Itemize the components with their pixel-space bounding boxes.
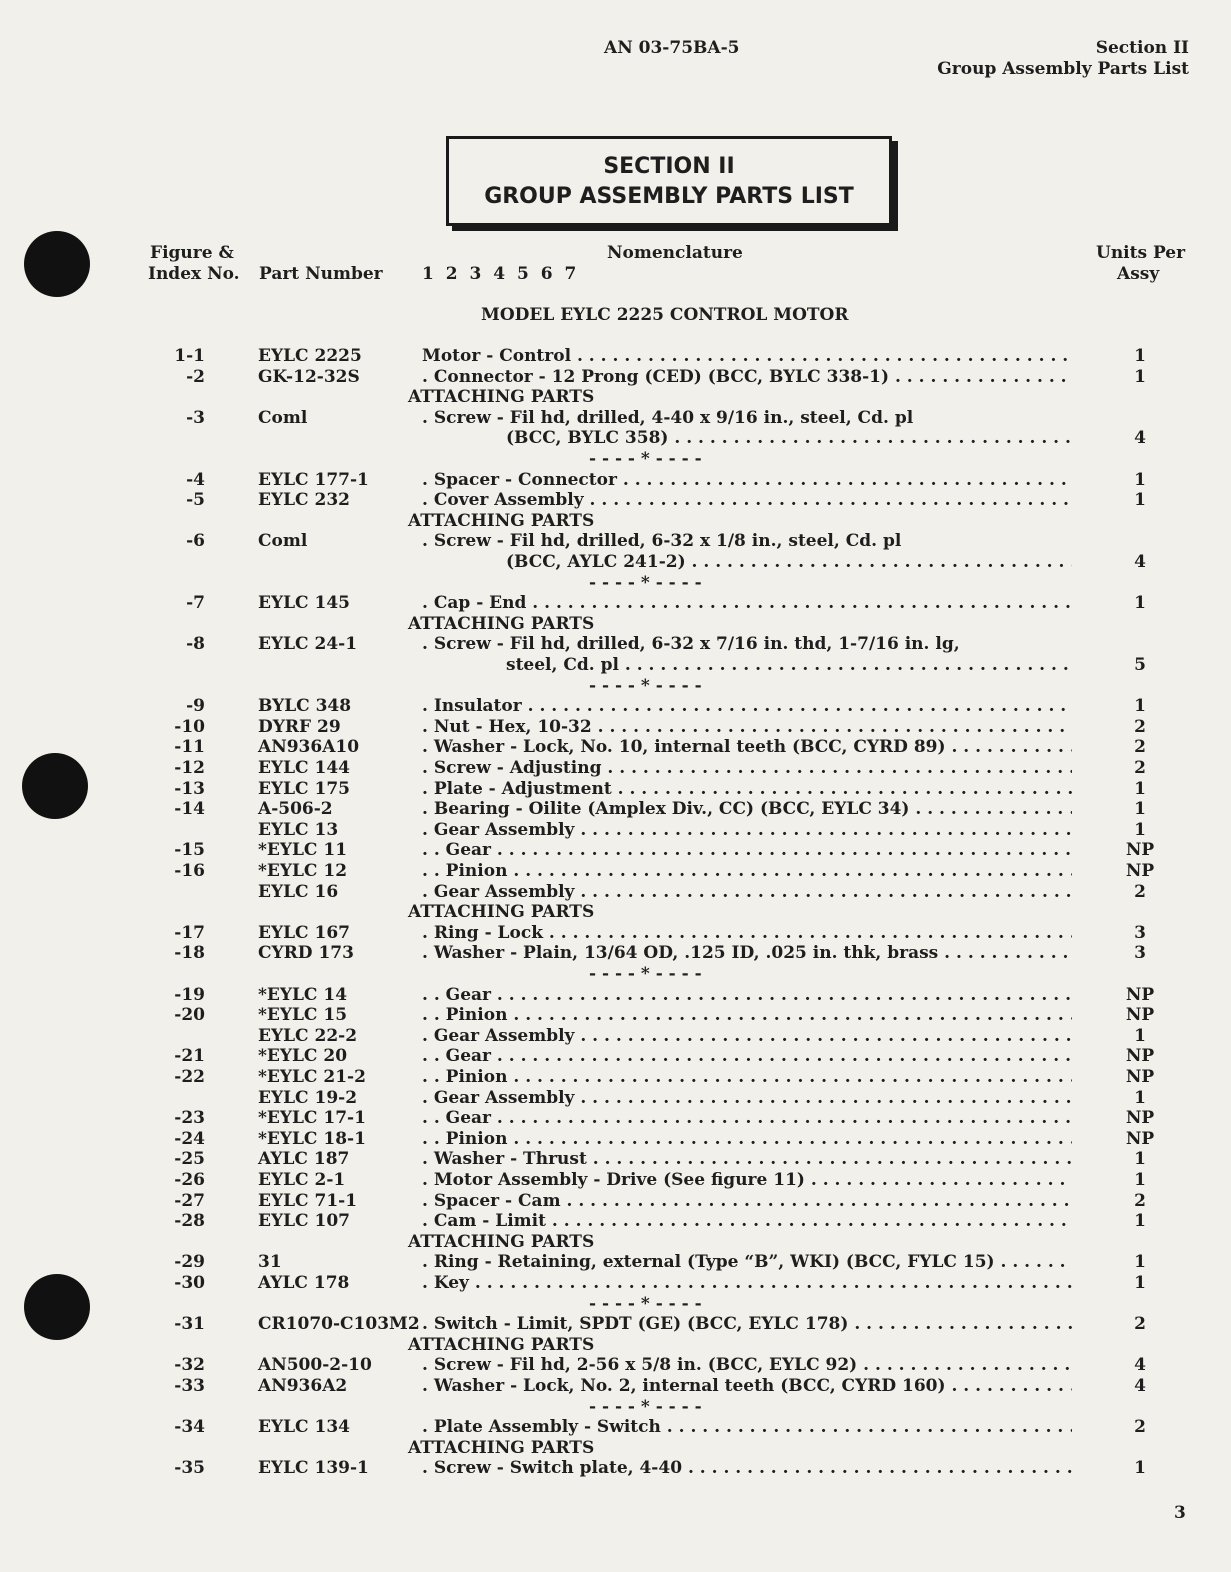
table-row — [0, 408, 1231, 429]
units-per-assy: 1 — [1134, 1149, 1146, 1170]
model-title: MODEL EYLC 2225 CONTROL MOTOR — [481, 305, 849, 325]
units-per-assy: NP — [1125, 840, 1155, 861]
nomenclature: steel, Cd. pl . . . — [506, 655, 1072, 675]
units-per-assy: 1 — [1134, 696, 1146, 717]
figure-index: -24 — [174, 1128, 205, 1149]
part-number: EYLC 232 — [258, 490, 350, 511]
figure-index: -23 — [174, 1108, 205, 1129]
nomenclature: . Washer - Plain, 13/64 OD, .125 ID, .025 in. thk, brass . . . — [422, 943, 1072, 963]
part-number: AN500-2-10 — [258, 1355, 372, 1376]
separator-text: - - - - * - - - - — [589, 964, 702, 984]
attaching-parts-heading — [0, 1335, 1231, 1356]
part-number: *EYLC 12 — [258, 861, 348, 881]
units-per-assy: 1 — [1134, 799, 1146, 820]
figure-index: -32 — [174, 1355, 205, 1376]
table-row — [0, 1046, 1231, 1067]
nomenclature: (BCC, AYLC 241-2) . . . — [506, 552, 1072, 572]
part-number: EYLC 19-2 — [258, 1087, 358, 1108]
nomenclature: . Cap - End . . . — [422, 593, 1072, 613]
units-per-assy: NP — [1125, 1108, 1155, 1129]
table-row — [0, 1170, 1231, 1191]
section-title: SECTION II — [603, 154, 735, 179]
nomenclature: . Spacer - Cam . . . — [422, 1191, 1072, 1211]
section-title-sub: GROUP ASSEMBLY PARTS LIST — [484, 184, 854, 209]
table-row — [0, 470, 1231, 491]
attaching-parts-heading — [0, 1232, 1231, 1253]
table-row — [0, 1458, 1231, 1479]
units-per-assy: 4 — [1134, 1376, 1146, 1396]
part-number: CYRD 173 — [258, 943, 354, 964]
part-number: *EYLC 21-2 — [258, 1067, 366, 1087]
table-row — [0, 531, 1231, 552]
table-row — [0, 779, 1231, 800]
nomenclature: . . Gear . . . — [422, 1108, 1072, 1128]
figure-index: -6 — [186, 531, 205, 552]
attaching-parts-heading — [0, 614, 1231, 635]
separator-text: - - - - * - - - - — [589, 675, 702, 696]
units-per-assy: 2 — [1134, 1190, 1146, 1211]
units-per-assy: 1 — [1134, 819, 1146, 840]
figure-index: -22 — [174, 1067, 205, 1087]
table-row — [0, 696, 1231, 717]
table-row — [0, 346, 1231, 367]
attaching-parts-heading — [0, 902, 1231, 923]
units-per-assy: 1 — [1134, 778, 1146, 799]
col-units-per: Units Per — [1096, 243, 1186, 263]
attaching-parts-heading — [0, 511, 1231, 532]
part-number: EYLC 16 — [258, 881, 339, 902]
units-per-assy: 4 — [1134, 428, 1146, 449]
separator-text: - - - - * - - - - — [589, 449, 702, 469]
figure-index: -26 — [174, 1170, 205, 1190]
units-per-assy: 4 — [1134, 1355, 1146, 1376]
nomenclature: . Gear Assembly . . . — [422, 1026, 1072, 1046]
table-row — [0, 1252, 1231, 1273]
figure-index: -17 — [174, 922, 205, 943]
figure-index: -30 — [174, 1273, 205, 1293]
table-row — [0, 943, 1231, 964]
part-number: EYLC 144 — [258, 758, 350, 778]
attaching-parts-separator — [0, 1294, 1231, 1315]
nomenclature: . Cover Assembly . . . — [422, 490, 1072, 510]
part-number: AN936A2 — [258, 1376, 348, 1396]
part-number: *EYLC 20 — [258, 1046, 348, 1067]
figure-index: -16 — [174, 861, 205, 881]
part-number: EYLC 22-2 — [258, 1025, 358, 1046]
units-per-assy: 5 — [1134, 655, 1146, 675]
col-assy: Assy — [1117, 264, 1160, 284]
part-number: *EYLC 18-1 — [258, 1128, 366, 1149]
nomenclature: . Ring - Lock . . . — [422, 923, 1072, 943]
figure-index: -19 — [174, 984, 205, 1005]
units-per-assy: 2 — [1134, 1417, 1146, 1438]
nomenclature: Motor - Control . . . — [422, 346, 1072, 366]
figure-index: -10 — [174, 716, 205, 737]
units-per-assy: 1 — [1134, 1087, 1146, 1108]
part-number: BYLC 348 — [258, 696, 352, 717]
section-title-box — [446, 136, 892, 226]
units-per-assy: 3 — [1134, 922, 1146, 943]
figure-index: -33 — [174, 1376, 205, 1396]
part-number: *EYLC 17-1 — [258, 1108, 366, 1129]
attaching-parts-label: ATTACHING PARTS — [408, 1437, 595, 1458]
figure-index: 1-1 — [174, 346, 205, 366]
table-row — [0, 1417, 1231, 1438]
figure-index: -34 — [174, 1417, 205, 1438]
attaching-parts-separator — [0, 676, 1231, 697]
figure-index: -25 — [174, 1149, 205, 1170]
units-per-assy: 2 — [1134, 1314, 1146, 1335]
figure-index: -9 — [186, 696, 205, 717]
table-row — [0, 1088, 1231, 1109]
table-row — [0, 861, 1231, 882]
units-per-assy: NP — [1125, 1046, 1155, 1067]
attaching-parts-heading — [0, 387, 1231, 408]
col-part-number: Part Number — [259, 264, 383, 284]
nomenclature: . Key . . . — [422, 1273, 1072, 1293]
doc-number: AN 03-75BA-5 — [604, 38, 740, 58]
part-number: EYLC 24-1 — [258, 634, 358, 655]
page-number: 3 — [1174, 1503, 1186, 1523]
figure-index: -13 — [174, 778, 205, 799]
units-per-assy: 2 — [1134, 737, 1146, 758]
table-row — [0, 634, 1231, 655]
table-row — [0, 1376, 1231, 1397]
part-number: EYLC 13 — [258, 819, 339, 840]
nomenclature: . Gear Assembly . . . — [422, 820, 1072, 840]
figure-index: -35 — [174, 1458, 205, 1479]
part-number: EYLC 139-1 — [258, 1458, 369, 1479]
units-per-assy: 1 — [1134, 1211, 1146, 1232]
figure-index: -12 — [174, 758, 205, 778]
nomenclature: . Nut - Hex, 10-32 . . . — [422, 717, 1072, 737]
nomenclature: . Washer - Thrust . . . — [422, 1149, 1072, 1169]
part-number: *EYLC 14 — [258, 984, 348, 1005]
nomenclature: . Connector - 12 Prong (CED) (BCC, BYLC 338-1) . . . — [422, 367, 1072, 387]
part-number: A-506-2 — [258, 799, 333, 820]
units-per-assy: 1 — [1134, 469, 1146, 490]
units-per-assy: NP — [1125, 1067, 1155, 1087]
table-row — [0, 799, 1231, 820]
nomenclature: . Motor Assembly - Drive (See figure 11) . . . — [422, 1170, 1072, 1190]
nomenclature: . . Gear . . . — [422, 840, 1072, 860]
col-figure-index-2: Index No. — [148, 264, 240, 284]
table-row — [0, 1191, 1231, 1212]
units-per-assy: NP — [1125, 1005, 1155, 1026]
part-number: EYLC 134 — [258, 1417, 350, 1438]
units-per-assy: NP — [1125, 861, 1155, 881]
nomenclature: (BCC, BYLC 358) . . . — [506, 428, 1072, 448]
units-per-assy: 1 — [1134, 1273, 1146, 1293]
col-figure-index-1: Figure & — [150, 243, 234, 263]
attaching-parts-separator — [0, 573, 1231, 594]
table-row — [0, 1067, 1231, 1088]
part-number: AN936A10 — [258, 737, 360, 758]
figure-index: -5 — [186, 490, 205, 511]
attaching-parts-label: ATTACHING PARTS — [408, 1231, 595, 1252]
figure-index: -11 — [174, 737, 205, 758]
nomenclature: . Switch - Limit, SPDT (GE) (BCC, EYLC 178) . . . — [422, 1314, 1072, 1334]
binder-hole-top — [24, 231, 90, 297]
part-number: CR1070-C103M2 — [258, 1314, 420, 1335]
part-number: 31 — [258, 1252, 282, 1273]
nomenclature: . Gear Assembly . . . — [422, 882, 1072, 902]
part-number: AYLC 187 — [258, 1149, 350, 1170]
units-per-assy: 1 — [1134, 346, 1146, 366]
table-row — [0, 490, 1231, 511]
units-per-assy: 1 — [1134, 1170, 1146, 1190]
attaching-parts-separator — [0, 1397, 1231, 1418]
units-per-assy: 1 — [1134, 1252, 1146, 1273]
table-row — [0, 840, 1231, 861]
units-per-assy: 4 — [1134, 552, 1146, 572]
col-nomenclature: Nomenclature — [607, 243, 743, 263]
nomenclature: . Screw - Switch plate, 4-40 . . . — [422, 1458, 1072, 1478]
figure-index: -20 — [174, 1005, 205, 1026]
table-row — [0, 1355, 1231, 1376]
units-per-assy: 1 — [1134, 490, 1146, 511]
nomenclature: . Washer - Lock, No. 10, internal teeth (BCC, CYRD 89) . . . — [422, 737, 1072, 757]
nomenclature: . Bearing - Oilite (Amplex Div., CC) (BCC, EYLC 34) . . . — [422, 799, 1072, 819]
nomenclature: . Screw - Adjusting . . . — [422, 758, 1072, 778]
section-label: Section II — [1095, 38, 1189, 58]
units-per-assy: 1 — [1134, 366, 1146, 387]
figure-index: -2 — [186, 366, 205, 387]
table-row — [0, 758, 1231, 779]
figure-index: -3 — [186, 407, 205, 428]
table-row — [0, 1273, 1231, 1294]
attaching-parts-label: ATTACHING PARTS — [408, 613, 595, 634]
part-number: EYLC 177-1 — [258, 469, 369, 490]
units-per-assy: 2 — [1134, 881, 1146, 902]
nomenclature: . Ring - Retaining, external (Type “B”, WKI) (BCC, FYLC 15) . . . — [422, 1252, 1072, 1272]
nomenclature: . Insulator . . . — [422, 696, 1072, 716]
attaching-parts-label: ATTACHING PARTS — [408, 902, 595, 923]
table-row — [0, 367, 1231, 388]
figure-index: -7 — [186, 593, 205, 614]
nomenclature: . Screw - Fil hd, drilled, 6-32 x 7/16 in. thd, 1-7/16 in. lg, — [422, 634, 960, 655]
part-number: *EYLC 15 — [258, 1005, 348, 1026]
nomenclature: . . Pinion . . . — [422, 1067, 1072, 1087]
separator-text: - - - - * - - - - — [589, 572, 702, 593]
units-per-assy: 1 — [1134, 593, 1146, 614]
table-row — [0, 882, 1231, 903]
figure-index: -29 — [174, 1252, 205, 1273]
table-row — [0, 1149, 1231, 1170]
nomenclature: . . Gear . . . — [422, 985, 1072, 1005]
nomenclature: . Spacer - Connector . . . — [422, 470, 1072, 490]
attaching-parts-label: ATTACHING PARTS — [408, 1334, 595, 1355]
col-indent-levels: 1 2 3 4 5 6 7 — [422, 264, 577, 284]
nomenclature: . Cam - Limit . . . — [422, 1211, 1072, 1231]
table-row — [0, 820, 1231, 841]
table-row — [0, 923, 1231, 944]
nomenclature: . Screw - Fil hd, drilled, 4-40 x 9/16 in., steel, Cd. pl — [422, 407, 914, 428]
part-number: EYLC 2-1 — [258, 1170, 346, 1190]
units-per-assy: 2 — [1134, 758, 1146, 778]
units-per-assy: 1 — [1134, 1025, 1146, 1046]
table-row — [0, 1108, 1231, 1129]
part-number: GK-12-32S — [258, 366, 360, 387]
table-row — [0, 552, 1231, 573]
nomenclature: . Plate - Adjustment . . . — [422, 779, 1072, 799]
figure-index: -31 — [174, 1314, 205, 1335]
nomenclature: . Screw - Fil hd, 2-56 x 5/8 in. (BCC, EYLC 92) . . . — [422, 1355, 1072, 1375]
units-per-assy: 3 — [1134, 943, 1146, 964]
attaching-parts-separator — [0, 964, 1231, 985]
separator-text: - - - - * - - - - — [589, 1293, 702, 1314]
table-row — [0, 1211, 1231, 1232]
table-row — [0, 1314, 1231, 1335]
part-number: EYLC 167 — [258, 922, 350, 943]
nomenclature: . . Pinion . . . — [422, 1005, 1072, 1025]
nomenclature: . . Gear . . . — [422, 1046, 1072, 1066]
figure-index: -18 — [174, 943, 205, 964]
table-row — [0, 1005, 1231, 1026]
units-per-assy: NP — [1125, 1128, 1155, 1149]
figure-index: -21 — [174, 1046, 205, 1067]
nomenclature: . Washer - Lock, No. 2, internal teeth (BCC, CYRD 160) . . . — [422, 1376, 1072, 1396]
units-per-assy: NP — [1125, 984, 1155, 1005]
figure-index: -15 — [174, 840, 205, 861]
part-number: Coml — [258, 531, 308, 552]
table-row — [0, 717, 1231, 738]
part-number: DYRF 29 — [258, 716, 341, 737]
part-number: EYLC 107 — [258, 1211, 350, 1232]
figure-index: -27 — [174, 1190, 205, 1211]
part-number: EYLC 145 — [258, 593, 350, 614]
part-number: Coml — [258, 407, 308, 428]
part-number: EYLC 175 — [258, 778, 350, 799]
table-row — [0, 737, 1231, 758]
section-subtitle: Group Assembly Parts List — [937, 59, 1189, 79]
part-number: *EYLC 11 — [258, 840, 348, 861]
figure-index: -14 — [174, 799, 205, 820]
nomenclature: . Gear Assembly . . . — [422, 1088, 1072, 1108]
figure-index: -4 — [186, 469, 205, 490]
attaching-parts-label: ATTACHING PARTS — [408, 510, 595, 531]
table-row — [0, 428, 1231, 449]
figure-index: -8 — [186, 634, 205, 655]
table-row — [0, 593, 1231, 614]
units-per-assy: 2 — [1134, 716, 1146, 737]
separator-text: - - - - * - - - - — [589, 1396, 702, 1417]
part-number: EYLC 2225 — [258, 346, 362, 366]
nomenclature: . . Pinion . . . — [422, 1129, 1072, 1149]
units-per-assy: 1 — [1134, 1458, 1146, 1479]
table-row — [0, 985, 1231, 1006]
table-row — [0, 1129, 1231, 1150]
nomenclature: . Plate Assembly - Switch . . . — [422, 1417, 1072, 1437]
part-number: EYLC 71-1 — [258, 1190, 358, 1211]
nomenclature: . . Pinion . . . — [422, 861, 1072, 881]
figure-index: -28 — [174, 1211, 205, 1232]
part-number: AYLC 178 — [258, 1273, 350, 1293]
table-row — [0, 655, 1231, 676]
nomenclature: . Screw - Fil hd, drilled, 6-32 x 1/8 in., steel, Cd. pl — [422, 531, 902, 552]
attaching-parts-heading — [0, 1438, 1231, 1459]
attaching-parts-label: ATTACHING PARTS — [408, 387, 595, 408]
attaching-parts-separator — [0, 449, 1231, 470]
table-row — [0, 1026, 1231, 1047]
